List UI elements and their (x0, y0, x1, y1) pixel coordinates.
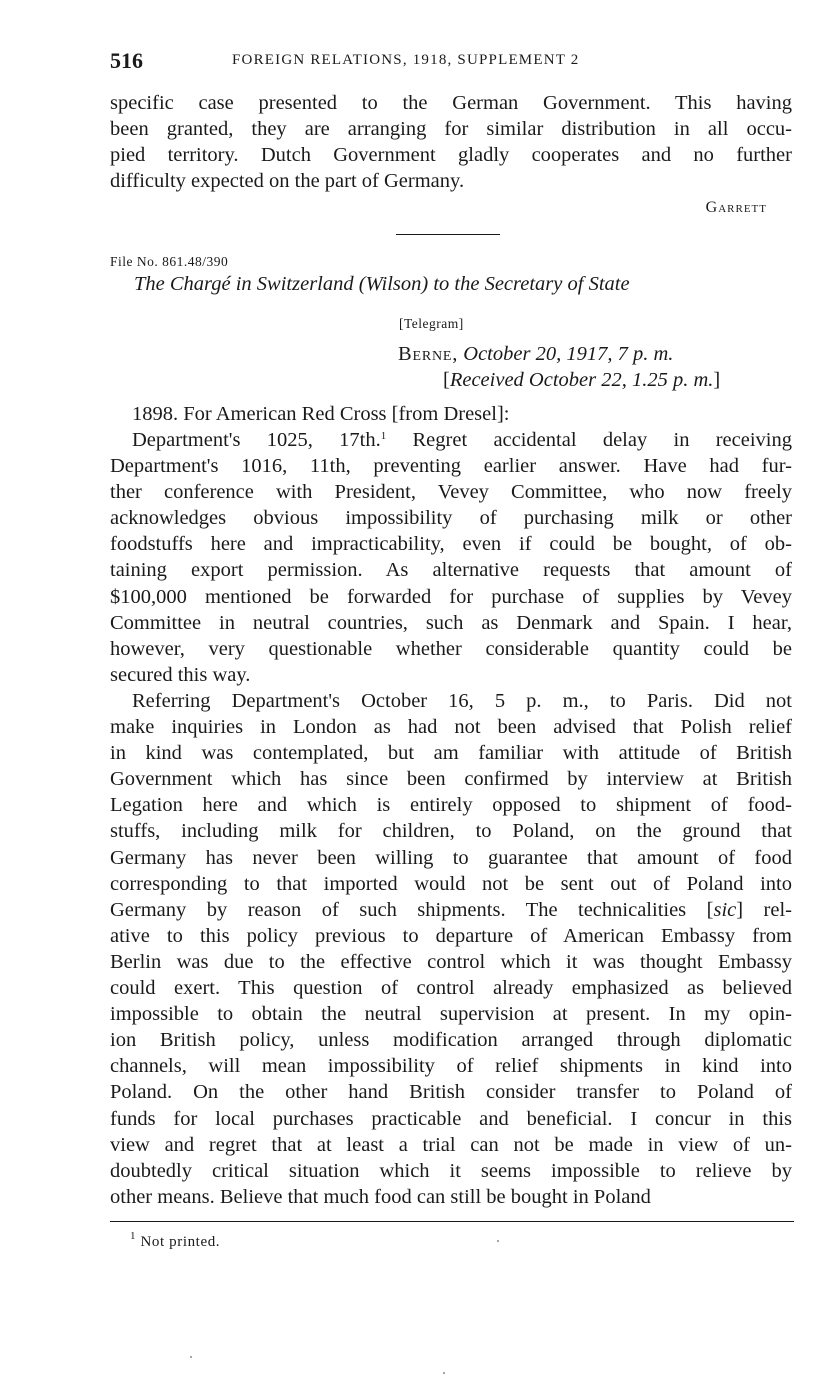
text-line: pied territory. Dutch Government gladly cooperates and no further (110, 144, 792, 167)
received-line (443, 369, 720, 392)
text-line: $100,000 mentioned be forwarded for purchase of supplies by Vevey (110, 585, 792, 608)
footnote-text: Not printed. (140, 1234, 221, 1250)
text-line: ion British policy, unless modification arranged through diplomatic (110, 1029, 792, 1052)
body-paragraph-1 (110, 427, 792, 688)
received-bracket-open: [ (443, 369, 450, 391)
text-line: in kind was contemplated, but am familiar with attitude of British (110, 742, 792, 765)
dateline-date: October 20, 1917, 7 p. m. (463, 343, 674, 365)
scan-speck (190, 1356, 192, 1358)
text-line: make inquiries in London as had not been advised that Polish relief (110, 716, 792, 739)
document-title (134, 273, 630, 296)
received-date: Received October 22, 1.25 p. m. (449, 369, 714, 391)
body-paragraph-2 (110, 688, 792, 1210)
text-line: ative to this policy previous to departure of American Embassy from (110, 924, 792, 947)
title-part-3: to the Secretary of State (433, 273, 630, 295)
text-line: Legation here and which is entirely opposed to shipment of food- (110, 794, 792, 817)
footnote (130, 1230, 221, 1251)
text-line: Department's 1016, 11th, preventing earlier answer. Have had fur- (110, 455, 792, 478)
message-number-line (132, 401, 792, 427)
footnote-marker: 1 (130, 1230, 137, 1242)
message-number-text: 1898. For American Red Cross [from Dresel]: (132, 403, 510, 425)
text-line: specific case presented to the German Government. This having (110, 92, 792, 114)
text-line: Referring Department's October 16, 5 p. m., to Paris. Did not (132, 690, 792, 712)
text-line: ther conference with President, Vevey Committee, who now freely (110, 481, 792, 504)
received-bracket-close: ] (713, 369, 721, 391)
text-line: corresponding to that imported would not be sent out of Poland into (110, 872, 792, 895)
text-line: Committee in neutral countries, such as Denmark and Spain. I hear, (110, 611, 792, 634)
text-line: Germany has never been willing to guarantee that amount of food (110, 846, 792, 869)
file-number: File No. 861.48/390 (110, 254, 229, 269)
text-line: impossible to obtain the neutral supervision at present. In my opin- (110, 1003, 792, 1026)
document-type: [Telegram] (399, 316, 464, 331)
text-line: stuffs, including milk for children, to Poland, on the ground that (110, 820, 792, 843)
text-line: doubtedly critical situation which it seems impossible to relieve by (110, 1159, 792, 1182)
signature: Garrett (705, 199, 767, 216)
title-part-2: (Wilson) (358, 273, 429, 295)
text-line: difficulty expected on the part of Germany. (110, 170, 465, 193)
text-line: other means. Believe that much food can still be bought in Poland (110, 1185, 651, 1208)
text-line: acknowledges obvious impossibility of purchasing milk or other (110, 507, 792, 530)
text-line: view and regret that at least a trial can not be made in view of un- (110, 1133, 792, 1156)
text-line: been granted, they are arranging for similar distribution in all occu- (110, 118, 792, 141)
scan-speck (497, 1240, 499, 1242)
text-line: Poland. On the other hand British consider transfer to Poland of (110, 1081, 792, 1104)
text-line: funds for local purchases practicable and beneficial. I concur in this (110, 1107, 792, 1130)
page-header (110, 48, 794, 78)
running-head: FOREIGN RELATIONS, 1918, SUPPLEMENT 2 (232, 52, 580, 68)
footnote-divider (110, 1221, 794, 1222)
text-line: Germany by reason of such shipments. The technicalities [sic] rel- (110, 898, 792, 921)
scan-speck (443, 1372, 445, 1374)
dateline-place: Berne, (398, 343, 459, 365)
text-line: Government which has since been confirmed by interview at British (110, 768, 792, 791)
text-line: foodstuffs here and impracticability, even if could be bought, of ob- (110, 533, 792, 556)
page-number: 516 (110, 48, 143, 73)
text-line: channels, will mean impossibility of relief shipments in kind into (110, 1055, 792, 1078)
text-line: Berlin was due to the effective control which it was thought Embassy (110, 950, 792, 973)
section-divider (396, 234, 500, 235)
title-part-1: The Chargé in Switzerland (134, 273, 354, 295)
text-line: however, very questionable whether considerable quantity could be (110, 637, 792, 660)
text-line: Department's 1025, 17th.$^1$ Regret accidental delay in receiving (132, 429, 792, 451)
text-line: taining export permission. As alternative requests that amount of (110, 559, 792, 582)
text-line: secured this way. (110, 663, 251, 686)
dateline (398, 343, 673, 366)
intro-paragraph (110, 90, 792, 194)
text-line: could exert. This question of control already emphasized as believed (110, 977, 792, 1000)
